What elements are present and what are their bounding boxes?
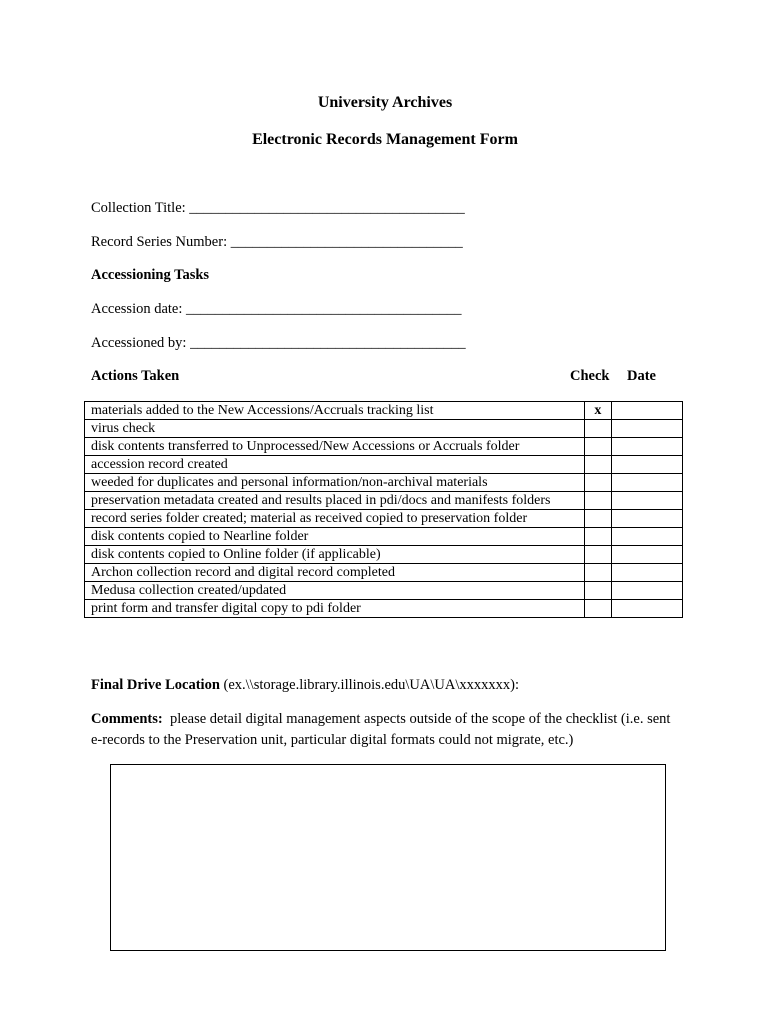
record-series-blank[interactable]: ________________________________ — [230, 234, 463, 250]
action-check-cell[interactable] — [584, 456, 611, 474]
action-row — [85, 582, 683, 600]
action-date-cell[interactable] — [611, 492, 682, 510]
action-check-cell[interactable] — [584, 564, 611, 582]
action-task-label: disk contents transferred to Unprocessed/New Accessions or Accruals folder — [85, 438, 585, 456]
action-date-cell[interactable] — [611, 456, 682, 474]
action-task-label: disk contents copied to Nearline folder — [85, 528, 585, 546]
accessioning-tasks-heading: Accessioning Tasks — [91, 267, 210, 283]
record-series-field — [91, 234, 463, 251]
action-date-cell[interactable] — [611, 438, 682, 456]
action-date-cell[interactable] — [611, 402, 682, 420]
action-row — [85, 438, 683, 456]
action-check-cell[interactable]: x — [584, 402, 611, 420]
action-task-label: virus check — [85, 420, 585, 438]
final-drive-label: Final Drive Location — [91, 677, 220, 693]
accessioned-by-label: Accessioned by: — [91, 335, 187, 351]
actions-table-body — [85, 402, 683, 618]
final-drive-example: (ex.\\storage.library.illinois.edu\UA\UA\xxxxxxx): — [219, 677, 519, 693]
actions-taken-heading: Actions Taken — [91, 368, 180, 384]
collection-title-label: Collection Title: — [91, 200, 186, 216]
action-date-cell[interactable] — [611, 510, 682, 528]
final-drive-location — [91, 677, 519, 694]
collection-title-field — [91, 200, 465, 217]
action-date-cell[interactable] — [611, 600, 682, 618]
action-task-label: Medusa collection created/updated — [85, 582, 585, 600]
action-date-cell[interactable] — [611, 564, 682, 582]
action-row — [85, 546, 683, 564]
action-check-cell[interactable] — [584, 510, 611, 528]
action-row — [85, 600, 683, 618]
accession-date-label: Accession date: — [91, 301, 183, 317]
action-date-cell[interactable] — [611, 528, 682, 546]
form-institution-title: University Archives — [317, 94, 453, 111]
action-row — [85, 474, 683, 492]
action-date-cell[interactable] — [611, 420, 682, 438]
accession-date-field — [91, 301, 462, 318]
comments-instructions — [91, 709, 681, 751]
action-check-cell[interactable] — [584, 600, 611, 618]
action-row — [85, 420, 683, 438]
form-title: Electronic Records Management Form — [252, 131, 518, 148]
comments-textbox[interactable] — [110, 764, 666, 951]
comments-text: please detail digital management aspects outside of the scope of the checklist (i.e. sent e-records to the Preservation unit, particular digital formats could not migrate, etc.) — [91, 711, 675, 748]
check-column-header: Check — [570, 368, 610, 384]
action-row — [85, 456, 683, 474]
action-task-label: print form and transfer digital copy to pdi folder — [85, 600, 585, 618]
action-task-label: record series folder created; material as received copied to preservation folder — [85, 510, 585, 528]
action-task-label: preservation metadata created and results placed in pdi/docs and manifests folders — [85, 492, 585, 510]
action-task-label: weeded for duplicates and personal information/non-archival materials — [85, 474, 585, 492]
action-check-cell[interactable] — [584, 438, 611, 456]
collection-title-blank[interactable]: ______________________________________ — [189, 200, 465, 216]
action-task-label: accession record created — [85, 456, 585, 474]
action-row — [85, 510, 683, 528]
action-task-label: disk contents copied to Online folder (if applicable) — [85, 546, 585, 564]
action-check-cell[interactable] — [584, 474, 611, 492]
action-task-label: materials added to the New Accessions/Accruals tracking list — [85, 402, 585, 420]
actions-table — [84, 401, 683, 618]
action-check-cell[interactable] — [584, 420, 611, 438]
action-row — [85, 492, 683, 510]
accessioned-by-field — [91, 335, 466, 352]
comments-label: Comments: — [91, 711, 163, 727]
action-check-cell[interactable] — [584, 492, 611, 510]
action-row — [85, 402, 683, 420]
action-check-cell[interactable] — [584, 528, 611, 546]
date-column-header: Date — [627, 368, 656, 384]
record-series-label: Record Series Number: — [91, 234, 228, 250]
action-check-cell[interactable] — [584, 546, 611, 564]
action-date-cell[interactable] — [611, 582, 682, 600]
action-task-label: Archon collection record and digital record completed — [85, 564, 585, 582]
action-row — [85, 528, 683, 546]
action-check-cell[interactable] — [584, 582, 611, 600]
action-date-cell[interactable] — [611, 546, 682, 564]
accession-date-blank[interactable]: ______________________________________ — [186, 301, 462, 317]
action-date-cell[interactable] — [611, 474, 682, 492]
accessioned-by-blank[interactable]: ______________________________________ — [190, 335, 466, 351]
action-row — [85, 564, 683, 582]
